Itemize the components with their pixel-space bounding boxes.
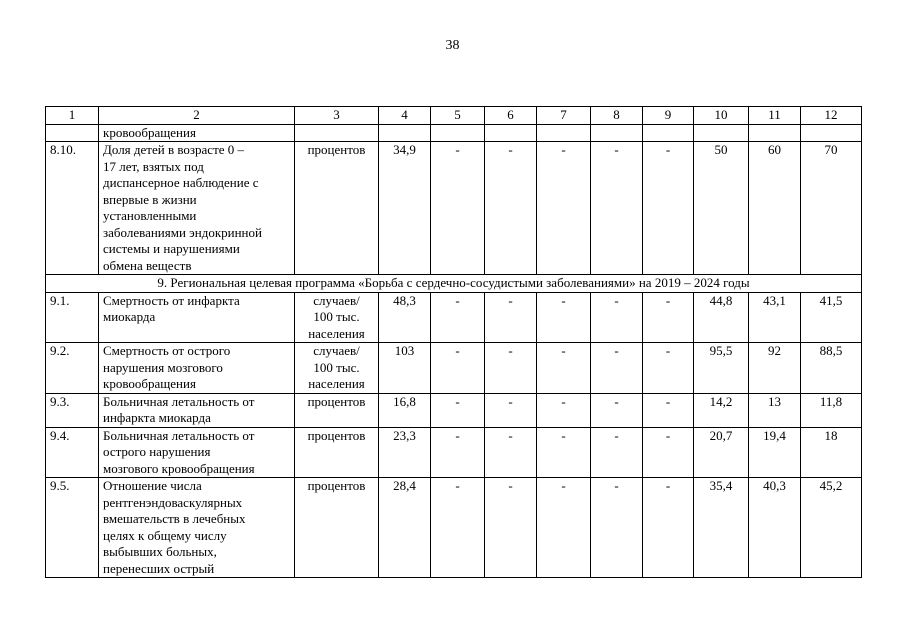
row-number: 9.4. <box>46 427 99 478</box>
indicator-name: Смертность от инфаркта миокарда <box>99 292 295 343</box>
value-cell: - <box>537 427 591 478</box>
unit: случаев/ 100 тыс. населения <box>295 343 379 394</box>
header-cell: 12 <box>801 107 862 125</box>
value-cell: - <box>591 292 643 343</box>
value-cell: 43,1 <box>749 292 801 343</box>
value-cell: 92 <box>749 343 801 394</box>
value-cell: - <box>643 427 694 478</box>
value-cell: - <box>537 292 591 343</box>
header-row <box>46 107 862 125</box>
value-cell: 28,4 <box>379 478 431 578</box>
value-cell: 95,5 <box>694 343 749 394</box>
value-cell: - <box>537 478 591 578</box>
value-cell: - <box>431 393 485 427</box>
header-cell: 2 <box>99 107 295 125</box>
value-cell: - <box>643 343 694 394</box>
row-number: 9.1. <box>46 292 99 343</box>
indicator-name: кровообращения <box>99 124 295 142</box>
unit: процентов <box>295 427 379 478</box>
header-cell: 8 <box>591 107 643 125</box>
value-cell: - <box>591 478 643 578</box>
value-cell: 60 <box>749 142 801 275</box>
unit <box>295 124 379 142</box>
value-cell <box>431 124 485 142</box>
value-cell: 50 <box>694 142 749 275</box>
value-cell: 14,2 <box>694 393 749 427</box>
value-cell: - <box>537 393 591 427</box>
table-row <box>46 393 862 427</box>
value-cell: - <box>485 393 537 427</box>
table-row <box>46 343 862 394</box>
value-cell: 70 <box>801 142 862 275</box>
table-row <box>46 142 862 275</box>
unit: процентов <box>295 393 379 427</box>
indicator-name: Отношение числа рентгенэндоваскулярных вмешательств в лечебных целях к общему числу выбывших больных, перенесших острый <box>99 478 295 578</box>
indicator-name: Смертность от острого нарушения мозгового кровообращения <box>99 343 295 394</box>
value-cell: 41,5 <box>801 292 862 343</box>
value-cell: - <box>485 343 537 394</box>
unit: случаев/ 100 тыс. населения <box>295 292 379 343</box>
value-cell: 19,4 <box>749 427 801 478</box>
value-cell: - <box>431 427 485 478</box>
value-cell: 45,2 <box>801 478 862 578</box>
value-cell: 35,4 <box>694 478 749 578</box>
value-cell: 18 <box>801 427 862 478</box>
value-cell: - <box>591 427 643 478</box>
row-number: 9.3. <box>46 393 99 427</box>
value-cell <box>537 124 591 142</box>
value-cell <box>694 124 749 142</box>
table-row <box>46 478 862 578</box>
page-number: 38 <box>445 38 460 53</box>
value-cell <box>591 124 643 142</box>
table-row <box>46 427 862 478</box>
value-cell <box>485 124 537 142</box>
value-cell: 34,9 <box>379 142 431 275</box>
table-row <box>46 124 862 142</box>
header-cell: 7 <box>537 107 591 125</box>
section-title: 9. Региональная целевая программа «Борьба с сердечно-сосудистыми заболеваниями» на 2019 – 2024 годы <box>46 275 862 293</box>
header-cell: 11 <box>749 107 801 125</box>
value-cell: 16,8 <box>379 393 431 427</box>
value-cell: 23,3 <box>379 427 431 478</box>
value-cell: - <box>485 292 537 343</box>
unit: процентов <box>295 478 379 578</box>
value-cell <box>749 124 801 142</box>
value-cell: - <box>643 393 694 427</box>
header-cell: 4 <box>379 107 431 125</box>
row-number: 9.2. <box>46 343 99 394</box>
header-cell: 3 <box>295 107 379 125</box>
header-cell: 1 <box>46 107 99 125</box>
value-cell <box>643 124 694 142</box>
value-cell: 20,7 <box>694 427 749 478</box>
value-cell: - <box>431 292 485 343</box>
value-cell: - <box>431 478 485 578</box>
unit: процентов <box>295 142 379 275</box>
value-cell: - <box>643 142 694 275</box>
indicators-table <box>45 106 862 578</box>
value-cell: 11,8 <box>801 393 862 427</box>
value-cell: - <box>591 393 643 427</box>
table-row <box>46 292 862 343</box>
row-number: 8.10. <box>46 142 99 275</box>
value-cell: 13 <box>749 393 801 427</box>
value-cell: 103 <box>379 343 431 394</box>
value-cell: - <box>431 142 485 275</box>
value-cell: - <box>431 343 485 394</box>
value-cell <box>379 124 431 142</box>
value-cell: 44,8 <box>694 292 749 343</box>
header-cell: 9 <box>643 107 694 125</box>
value-cell <box>801 124 862 142</box>
value-cell: - <box>591 343 643 394</box>
row-number <box>46 124 99 142</box>
header-cell: 10 <box>694 107 749 125</box>
value-cell: - <box>537 343 591 394</box>
value-cell: 40,3 <box>749 478 801 578</box>
value-cell: 88,5 <box>801 343 862 394</box>
value-cell: - <box>537 142 591 275</box>
value-cell: - <box>485 427 537 478</box>
value-cell: - <box>485 142 537 275</box>
indicator-name: Больничная летальность от инфаркта миокарда <box>99 393 295 427</box>
value-cell: 48,3 <box>379 292 431 343</box>
value-cell: - <box>643 292 694 343</box>
section-row <box>46 275 862 293</box>
indicator-name: Доля детей в возрасте 0 – 17 лет, взятых под диспансерное наблюдение с впервые в жизни установленными заболеваниями эндокринной системы и нарушениями обмена веществ <box>99 142 295 275</box>
header-cell: 5 <box>431 107 485 125</box>
row-number: 9.5. <box>46 478 99 578</box>
header-cell: 6 <box>485 107 537 125</box>
indicator-name: Больничная летальность от острого нарушения мозгового кровообращения <box>99 427 295 478</box>
value-cell: - <box>643 478 694 578</box>
value-cell: - <box>485 478 537 578</box>
value-cell: - <box>591 142 643 275</box>
